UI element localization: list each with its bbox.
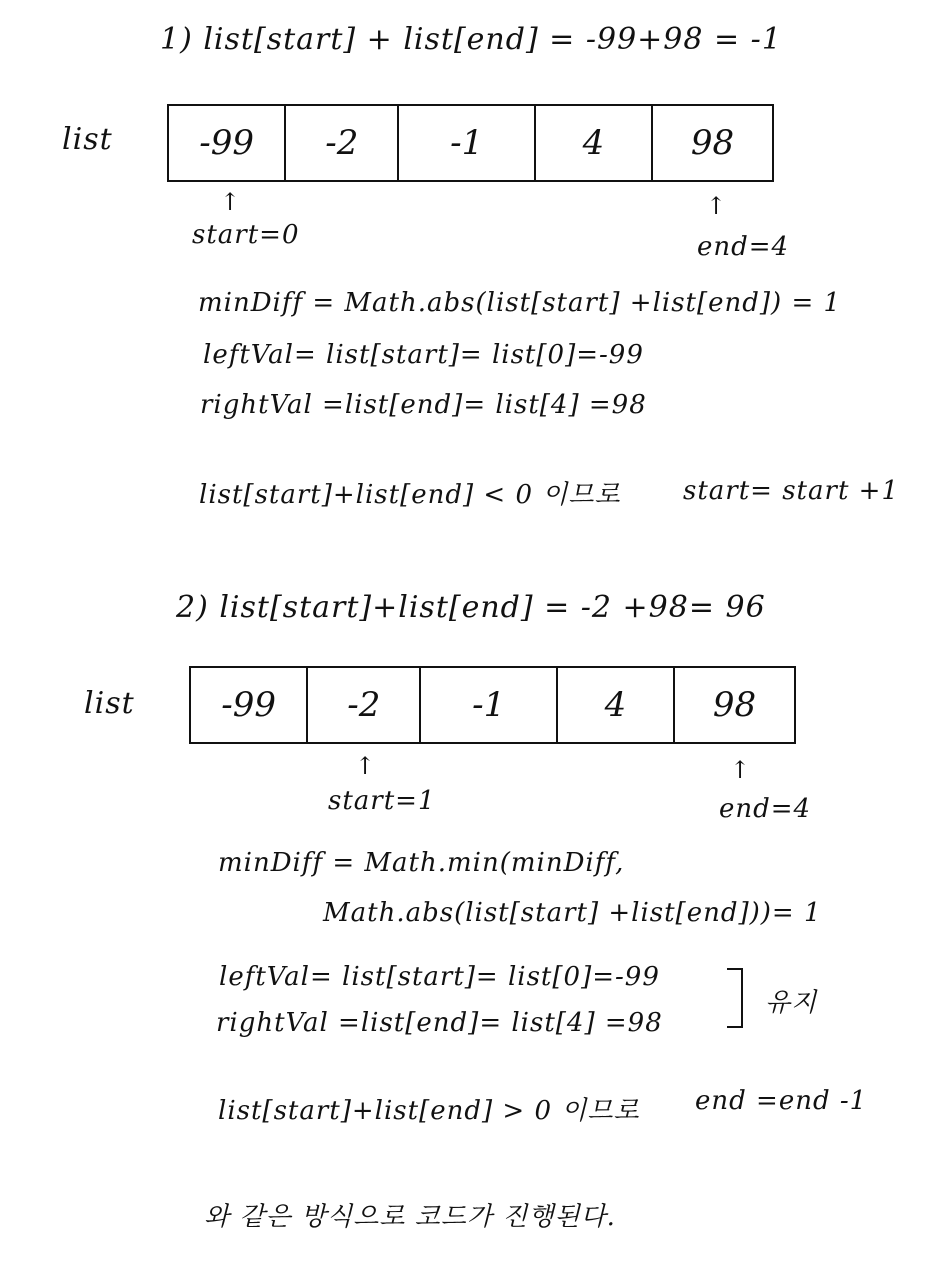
step2-start-label: start=1 (328, 786, 436, 816)
step2-min-diff-line2: Math.abs(list[start] +list[end]))= 1 (323, 898, 822, 928)
step2-cell-4: 98 (674, 667, 795, 743)
step1-end-arrow: ↑ (706, 192, 728, 220)
step1-cell-1: -2 (285, 105, 398, 181)
step2-condition: list[start]+list[end] > 0 이므로 (218, 1096, 640, 1126)
step2-cell-1: -2 (307, 667, 420, 743)
step2-heading: 2) list[start]+list[end] = -2 +98= 96 (176, 590, 766, 625)
step1-list-label: list (62, 122, 113, 157)
step1-start-label: start=0 (192, 220, 300, 250)
step1-end-label: end=4 (697, 232, 790, 262)
step1-left-val: leftVal= list[start]= list[0]=-99 (203, 340, 644, 370)
step1-cell-0: -99 (168, 105, 285, 181)
step2-start-arrow: ↑ (355, 752, 377, 780)
step2-right-val: rightVal =list[end]= list[4] =98 (216, 1008, 663, 1038)
step1-min-diff: minDiff = Math.abs(list[start] +list[end]) = 1 (198, 288, 842, 318)
step1-heading: 1) list[start] + list[end] = -99+98 = -1 (160, 22, 782, 57)
step2-list-label: list (84, 686, 135, 721)
step1-condition: list[start]+list[end] < 0 이므로 (199, 480, 621, 510)
keep-bracket (727, 968, 743, 1028)
step2-end-arrow: ↑ (730, 756, 752, 784)
step1-array (167, 104, 774, 182)
step2-keep-note: 유지 (765, 988, 818, 1018)
step2-end-label: end=4 (719, 794, 812, 824)
step2-cell-3: 4 (557, 667, 674, 743)
step1-cell-4: 98 (652, 105, 773, 181)
step2-array (189, 666, 796, 744)
step2-min-diff-line1: minDiff = Math.min(minDiff, (218, 848, 625, 878)
step1-action: start= start +1 (683, 476, 899, 506)
step2-cell-2: -1 (420, 667, 557, 743)
step2-cell-0: -99 (190, 667, 307, 743)
step1-cell-2: -1 (398, 105, 535, 181)
step2-left-val: leftVal= list[start]= list[0]=-99 (219, 962, 660, 992)
step1-right-val: rightVal =list[end]= list[4] =98 (200, 390, 647, 420)
step1-start-arrow: ↑ (220, 188, 242, 216)
step2-action: end =end -1 (695, 1086, 868, 1116)
footer-note: 와 같은 방식으로 코드가 진행된다. (204, 1202, 616, 1232)
step1-cell-3: 4 (535, 105, 652, 181)
